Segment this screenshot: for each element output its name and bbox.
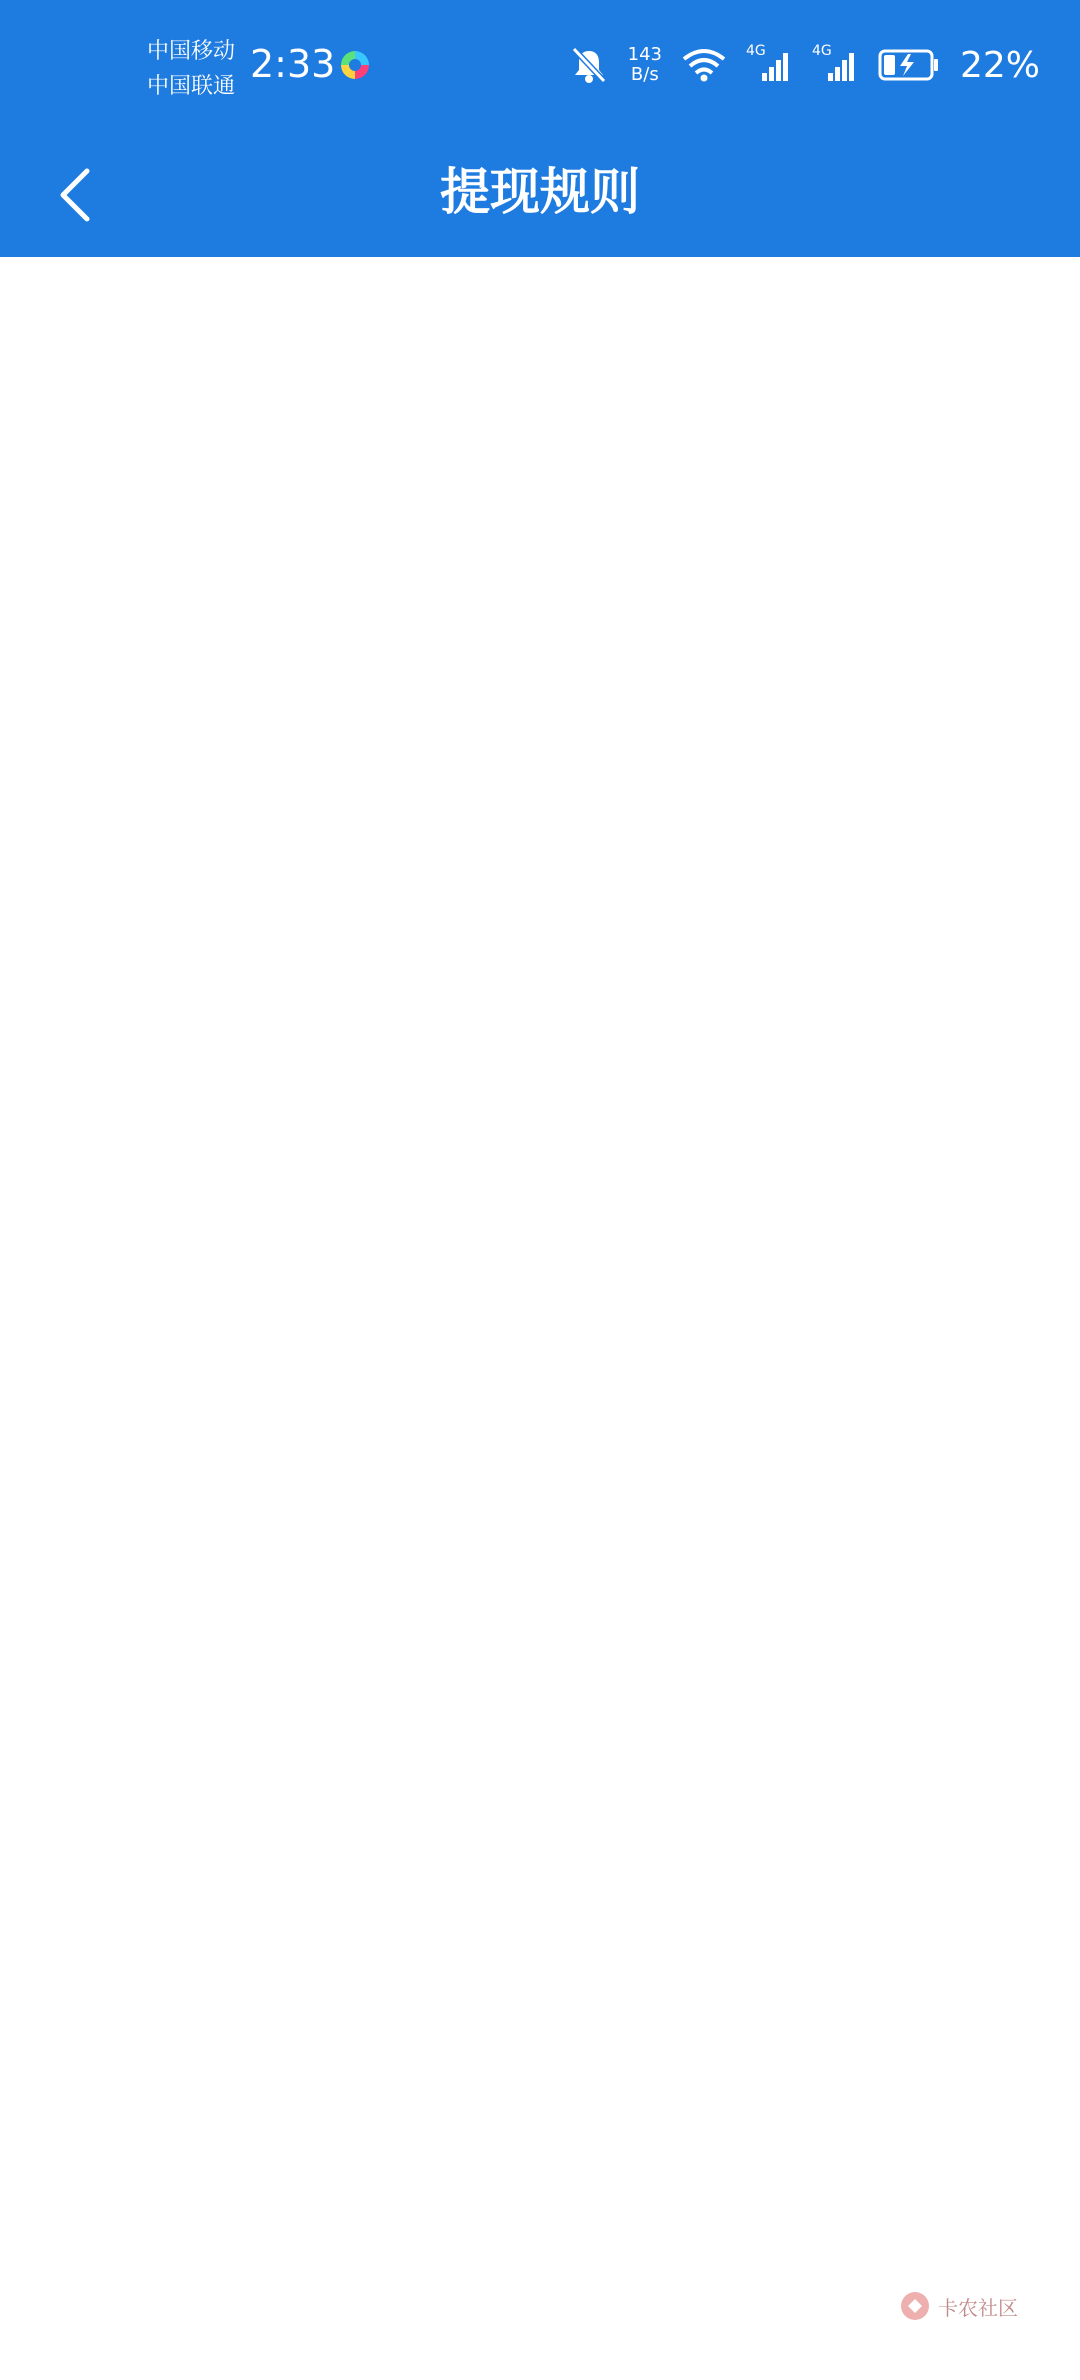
status-icons [570, 40, 1040, 90]
nav-bar [0, 130, 1080, 257]
rule-9: 9、存在作弊行为的用户，本APP有权审核为不通过，经查实可封禁账号和扣除红包奖励; [46, 1658, 1035, 1789]
status-bar [0, 0, 1080, 130]
battery-percent: 22% [959, 44, 1040, 86]
network-speed [628, 45, 662, 85]
battery-charging-icon [878, 48, 940, 82]
bell-muted-icon [570, 45, 608, 85]
rules-content [46, 248, 1046, 2380]
rule-paragraph-continued: 难度可能会不定期根据平台运营情况进行调整，具体以app内展示为准。会不定期根据运营情况进行调整。 [46, 264, 1013, 477]
carrier-names [147, 34, 235, 104]
signal-1-label: 4G [745, 43, 766, 59]
carrier-2: 中国联通 [147, 74, 236, 99]
rule-10: 10、基于游戏反作弊和安全性的要求，对于连续30天未登录的用户账户，我们有可能会采取账户收益清零的操作。 [46, 1904, 1035, 2117]
carrier-1: 中国移动 [147, 39, 236, 64]
signal-2-label: 4G [811, 43, 832, 59]
page-title: 提现规则 [440, 163, 640, 221]
top-bar [0, 0, 1080, 257]
signal-2 [811, 43, 858, 83]
network-speed-unit: B/s [630, 64, 659, 85]
signal-1 [745, 43, 792, 83]
status-time: 2:33 [250, 42, 336, 86]
watermark-text: 卡农社区 [938, 2295, 1018, 2320]
app-notification-icon [338, 48, 372, 82]
wifi-icon [682, 47, 726, 83]
watermark [898, 2282, 1028, 2330]
rule-11: 11、我们依法运营本活动，如遇因不可抗力、情 [46, 2232, 940, 2281]
rule-8: 8、未成年人用户应在其监护人的陪同下使用本App并应在征得其监护人的同意后进行，用户均应确保提供的信息准确无误，如因填写信息错误等非本平台原因导致不能提现 / 兑换，视为用户自愿放弃全部金额，平台不承担责任。 [46, 1166, 1037, 1543]
watermark-logo-icon [898, 2289, 932, 2323]
network-speed-value: 143 [627, 44, 662, 65]
rule-7: 7、基于用户安全及真实性考虑，为保证您顺利提现，提现需按照页面提示进行微信账户及手机认证，如您未按提现要求操作或不符合第三方支付平台的要求等原因导致不能收款（如未做实名认证或提现前与平台账号解绑等），所获得的红包将无法提现，本平台无需承担任何责任。 [46, 592, 1039, 1051]
